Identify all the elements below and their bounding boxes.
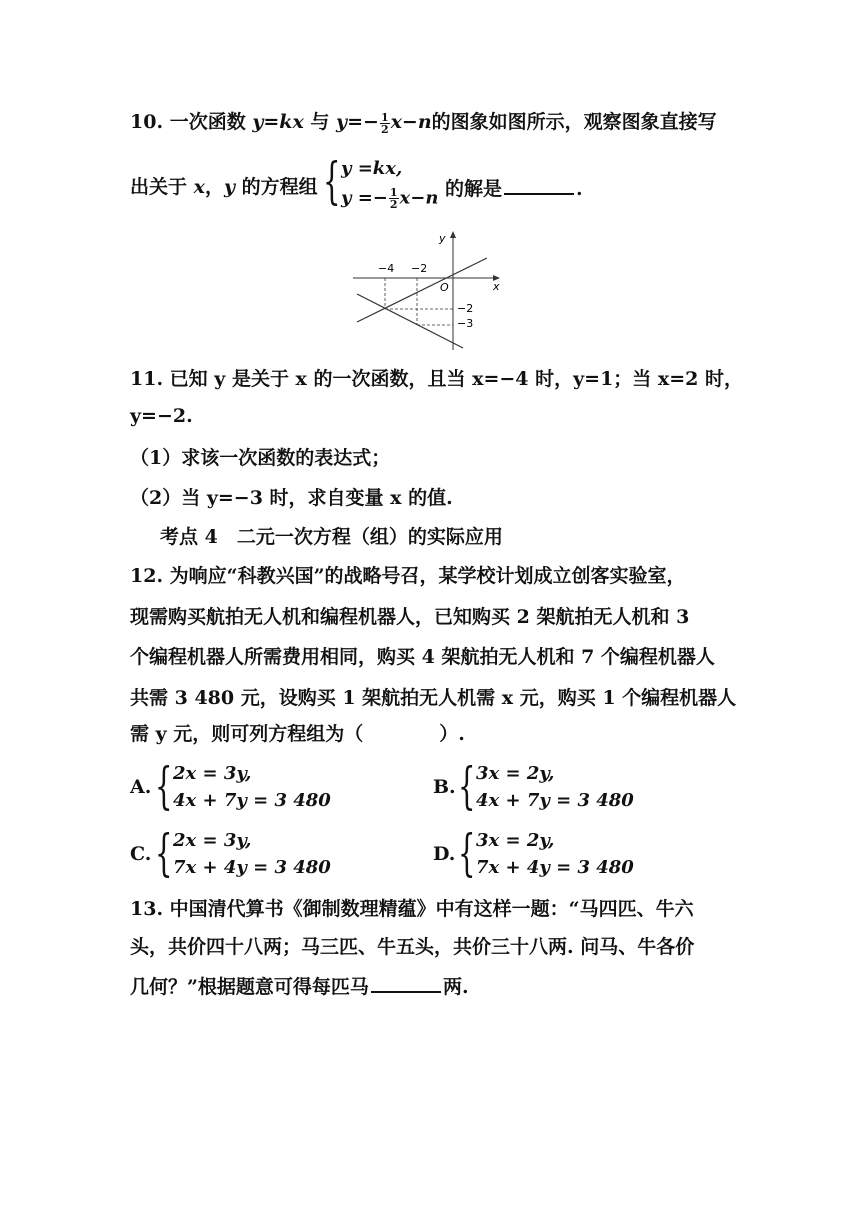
q12-line4: 共需 3 480 元，设购买 1 架航拍无人机需 x 元，购买 1 个编程机器人 (130, 687, 737, 709)
option-eq2: 7x + 4y = 3 480 (476, 857, 634, 878)
q13-text: 几何？”根据题意可得每匹马 (130, 976, 369, 998)
y-axis-label: y (439, 232, 446, 245)
q13-text: 两. (442, 976, 469, 998)
q13-line3 (130, 973, 469, 999)
option-d-label[interactable]: D. (433, 843, 456, 865)
option-d-system[interactable] (458, 824, 658, 883)
origin-label: O (440, 281, 449, 294)
q10-line2-end (445, 175, 583, 201)
q10-text: 与 (310, 111, 330, 133)
q10-text: 一次函数 (169, 111, 246, 133)
q10-text: 的方程组 (241, 176, 318, 198)
q11-part2: （2）当 y=−3 时，求自变量 x 的值. (130, 487, 453, 509)
option-eq1: 2x = 3y, (173, 763, 252, 784)
x-tick-label: −4 (378, 262, 395, 275)
q10-text: 的解是 (445, 178, 503, 200)
answer-blank[interactable] (371, 973, 441, 993)
q12-line1: 12. 为响应“科教兴国”的战略号召，某学校计划成立创客实验室， (130, 565, 686, 587)
option-c-label[interactable]: C. (130, 843, 152, 865)
option-eq1: 3x = 2y, (476, 763, 555, 784)
section-title: 考点 4 二元一次方程（组）的实际应用 (160, 526, 503, 548)
system-eq1: y =kx, (341, 158, 403, 179)
q10-number: 10. (130, 111, 164, 133)
left-brace: { (458, 824, 476, 882)
q11-line2: y=−2. (130, 405, 193, 427)
q10-eq1: y=kx (252, 111, 304, 133)
q10-eq2: y=− (336, 111, 379, 133)
left-brace: { (155, 757, 173, 815)
comma: ， (204, 176, 224, 198)
y-tick-label: −3 (457, 317, 474, 330)
fraction: $\frac{1}{2}$ (380, 110, 389, 136)
q10-eq2: x−n (390, 111, 432, 133)
option-b-label[interactable]: B. (433, 776, 456, 798)
option-eq2: 7x + 4y = 3 480 (173, 857, 331, 878)
option-b-system[interactable] (458, 757, 658, 816)
q10-line1 (130, 110, 717, 135)
left-brace: { (323, 152, 341, 210)
answer-blank[interactable] (504, 175, 574, 195)
q10-text: 出关于 (130, 176, 188, 198)
left-brace: { (155, 824, 173, 882)
var-y: y (223, 176, 236, 198)
option-eq2: 4x + 7y = 3 480 (476, 790, 634, 811)
q11-line1: 11. 已知 y 是关于 x 的一次函数，且当 x=−4 时，y=1；当 x=2 时， (130, 368, 743, 390)
q10-text: 的图象如图所示，观察图象直接写 (431, 111, 717, 133)
q13-line2: 头，共价四十八两；马三匹、牛五头，共价三十八两. 问马、牛各价 (130, 936, 695, 958)
q11-part1: （1）求该一次函数的表达式； (130, 447, 391, 469)
option-c-system[interactable] (155, 824, 355, 883)
x-axis-label: x (493, 280, 500, 293)
function-graph (345, 228, 505, 353)
q10-equation-system (323, 152, 443, 215)
q12-line3: 个编程机器人所需费用相同，购买 4 架航拍无人机和 7 个编程机器人 (130, 646, 715, 668)
y-tick-label: −2 (457, 302, 474, 315)
option-a-system[interactable] (155, 757, 355, 816)
system-eq2: y =− $\frac{1}{2}$ x−n (341, 186, 439, 211)
q12-line5: 需 y 元，则可列方程组为（ ）. (130, 723, 465, 745)
option-eq1: 2x = 3y, (173, 830, 252, 851)
period: . (576, 178, 583, 200)
option-a-label[interactable]: A. (130, 776, 152, 798)
q12-line2: 现需购买航拍无人机和编程机器人，已知购买 2 架航拍无人机和 3 (130, 606, 690, 628)
y-axis-arrow (450, 231, 456, 238)
x-tick-label: −2 (411, 262, 428, 275)
var-x: x (193, 176, 205, 198)
option-eq1: 3x = 2y, (476, 830, 555, 851)
q10-line2 (130, 175, 318, 199)
line-y-neg-half-x (357, 294, 463, 348)
option-eq2: 4x + 7y = 3 480 (173, 790, 331, 811)
left-brace: { (458, 757, 476, 815)
q13-line1: 13. 中国清代算书《御制数理精蕴》中有这样一题：“马四匹、牛六 (130, 898, 694, 920)
